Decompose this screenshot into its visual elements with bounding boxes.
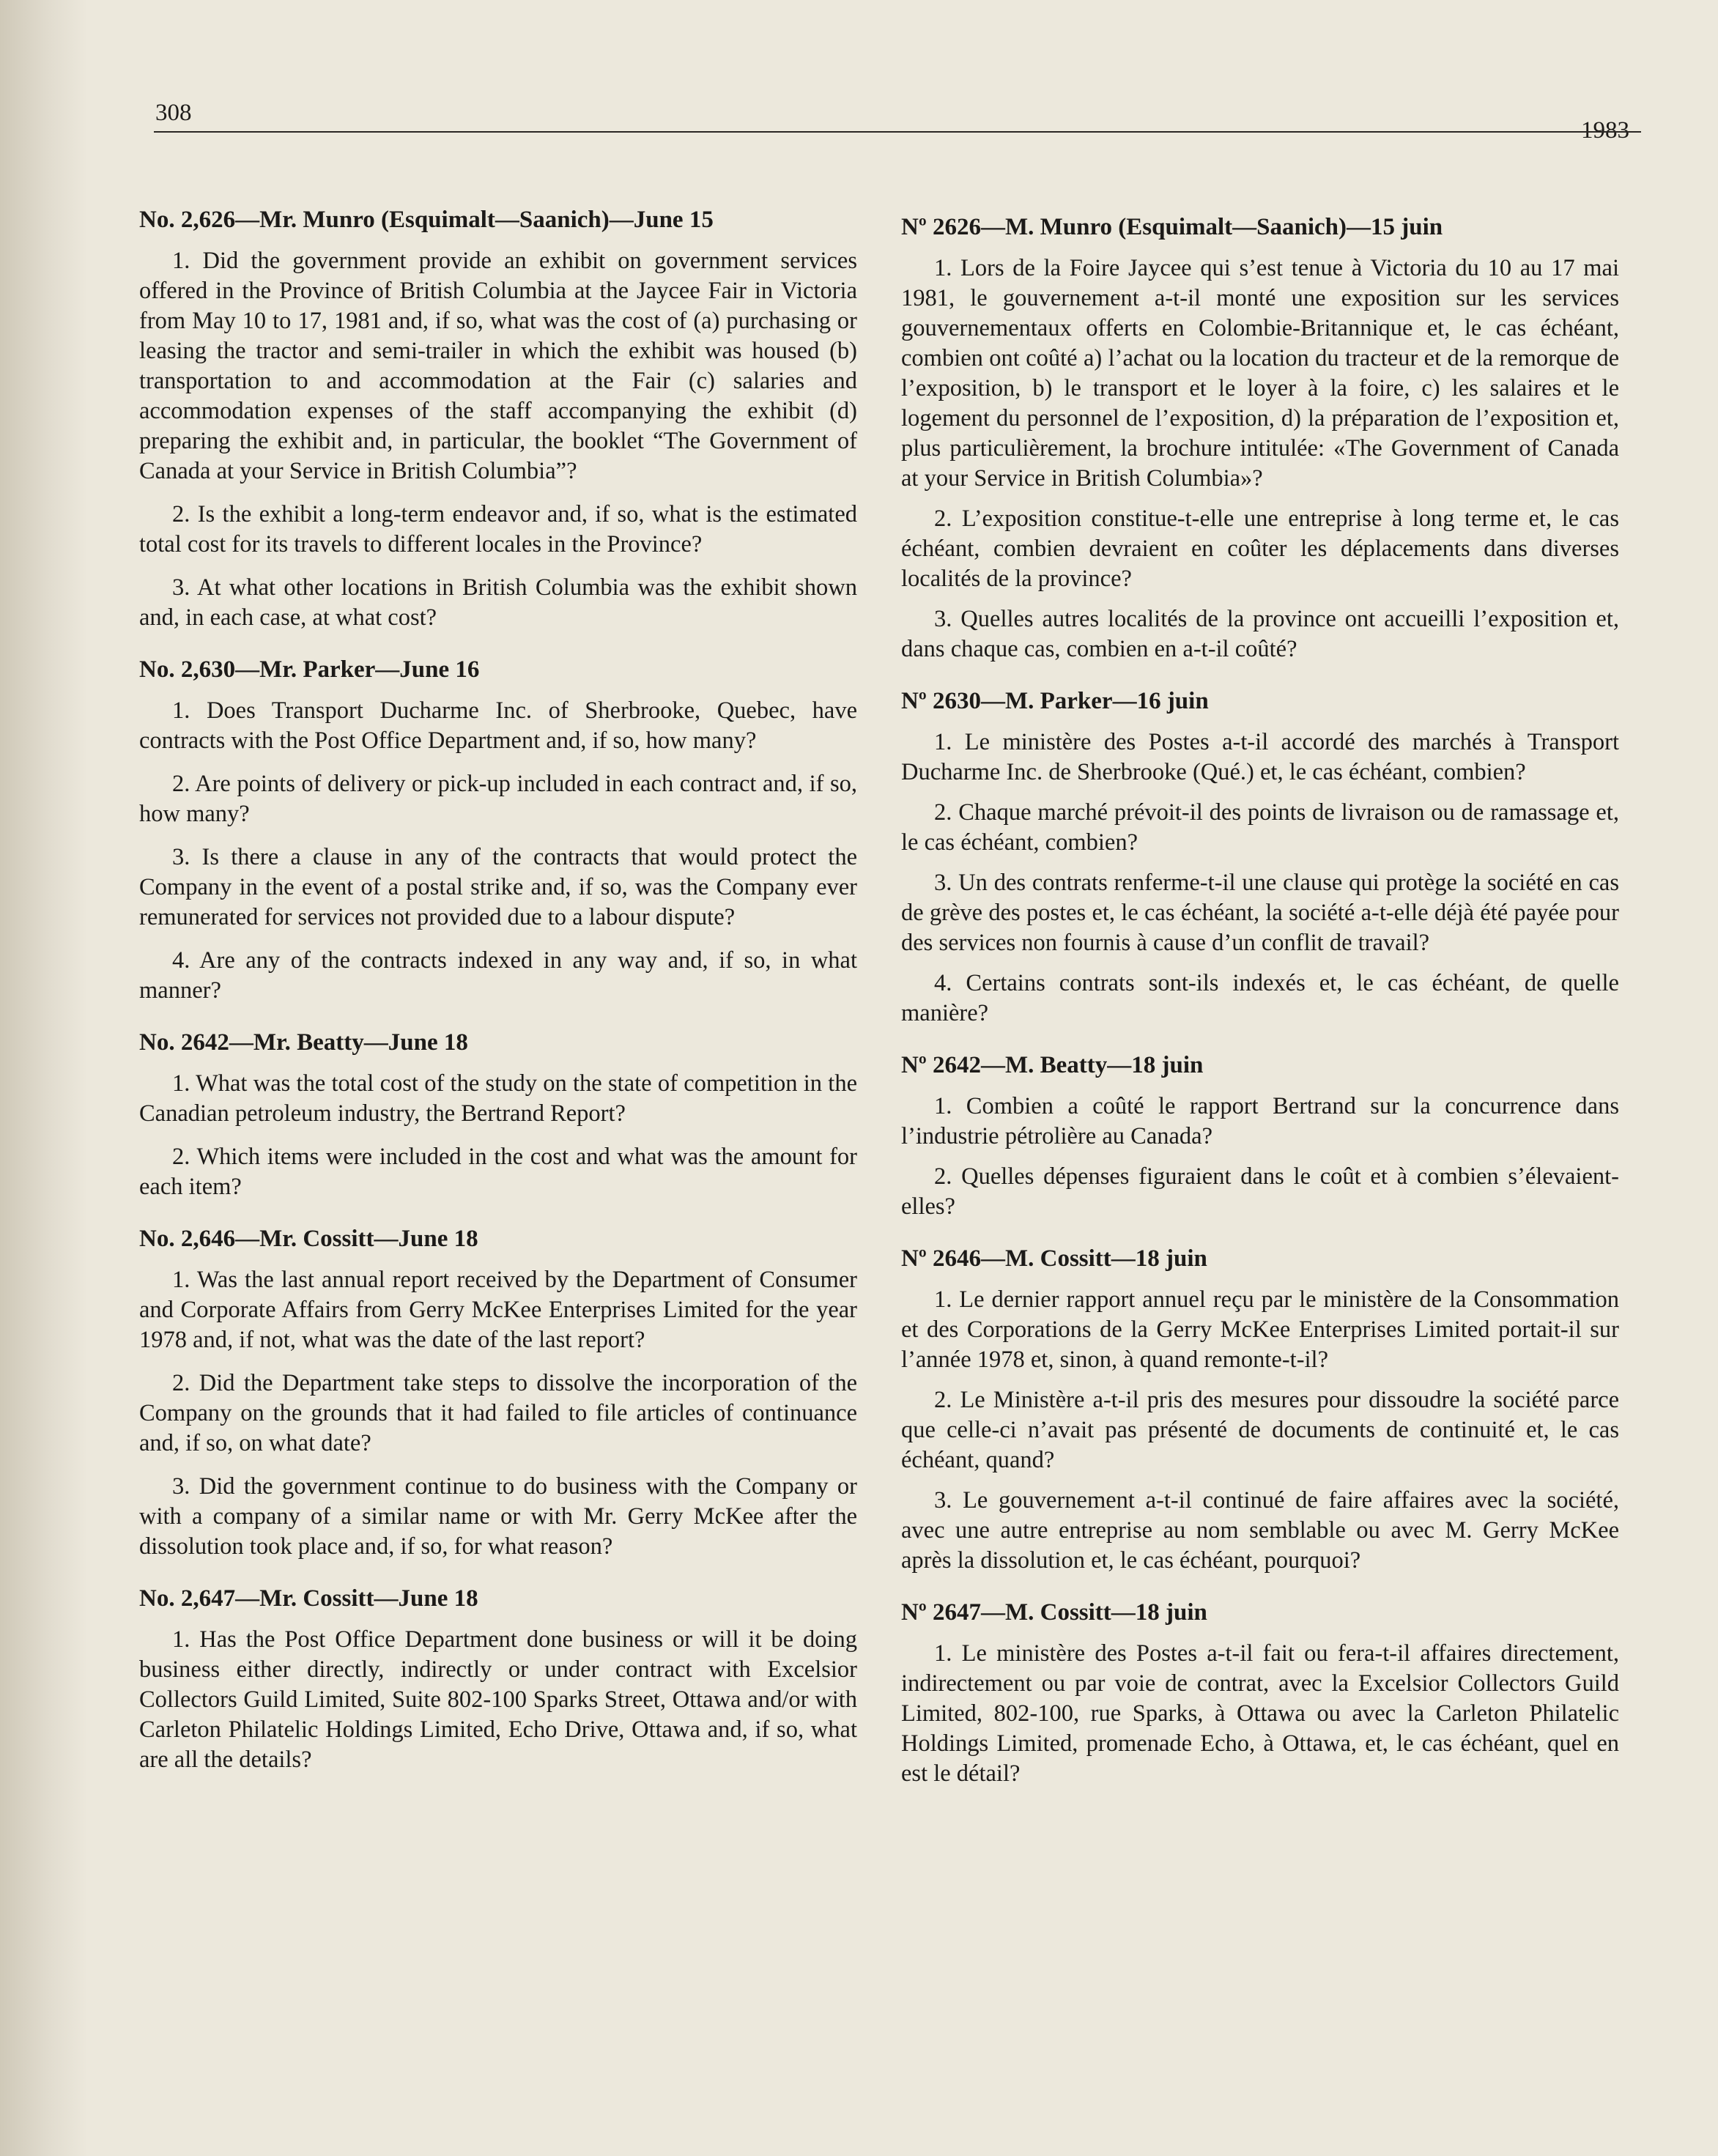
question-heading: No. 2,630—Mr. Parker—June 16 (139, 656, 480, 683)
question-paragraph: 2. Le Ministère a-t-il pris des mesures pour dissoudre la société parce que celle-ci n’avait pas présenté de documents de continuité et, le cas échéant, quand? (901, 1387, 1619, 1473)
question-paragraph: 2. Chaque marché prévoit-il des points de livraison ou de ramassage et, le cas échéant, combien? (901, 799, 1619, 856)
question-paragraph: 1. Does Transport Ducharme Inc. of Sherbrooke, Quebec, have contracts with the Post Office Department and, if so, how many? (139, 697, 857, 754)
question-paragraph: 1. Combien a coûté le rapport Bertrand sur la concurrence dans l’industrie pétrolière au Canada? (901, 1093, 1619, 1149)
question-paragraph: 2. Are points of delivery or pick-up included in each contract and, if so, how many? (139, 771, 857, 827)
question-2626-fr (901, 212, 1619, 664)
page-spine-shadow (0, 0, 88, 2156)
question-paragraph: 1. Did the government provide an exhibit on government services offered in the Province of British Columbia at the Jaycee Fair in Victoria from May 10 to 17, 1981 and, if so, what was the cost of (a) purchasing or leasing the tractor and semi-trailer in which the exhibit was housed (b) transportation to and accommodation at the Fair (c) salaries and accommodation expenses of the staff accompanying the exhibit (d) preparing the exhibit and, in particular, the booklet “The Government of Canada at your Service in British Columbia”? (139, 248, 857, 484)
question-paragraph: 4. Are any of the contracts indexed in any way and, if so, in what manner? (139, 947, 857, 1004)
question-heading: No. 2,626—Mr. Munro (Esquimalt—Saanich)—June 15 (139, 207, 714, 233)
question-paragraph: 1. What was the total cost of the study on the state of competition in the Canadian petroleum industry, the Bertrand Report? (139, 1070, 857, 1127)
page-year: 1983 (1581, 117, 1629, 144)
question-paragraph: 1. Has the Post Office Department done business or will it be doing business either directly, indirectly or under contract with Excelsior Collectors Guild Limited, Suite 802-100 Sparks Street, Ottawa and/or with Carleton Philatelic Holdings Limited, Echo Drive, Ottawa and, if so, what are all the details? (139, 1626, 857, 1773)
question-2630-fr (901, 686, 1619, 1029)
question-2647-en (139, 1584, 857, 1775)
question-paragraph: 4. Certains contrats sont-ils indexés et, le cas échéant, de quelle manière? (901, 970, 1619, 1026)
question-paragraph: 3. Did the government continue to do business with the Company or with a company of a similar name or with Mr. Gerry McKee after the dissolution took place and, if so, for what reason? (139, 1473, 857, 1560)
header-rule (154, 131, 1641, 133)
question-paragraph: 3. Is there a clause in any of the contracts that would protect the Company in the event of a postal strike and, if so, was the Company ever remunerated for services not provided due to a labour dispute? (139, 844, 857, 930)
question-2626-en (139, 205, 857, 633)
question-heading: Nº 2630—M. Parker—16 juin (901, 688, 1209, 714)
question-heading: Nº 2626—M. Munro (Esquimalt—Saanich)—15 juin (901, 214, 1443, 240)
question-paragraph: 2. Quelles dépenses figuraient dans le coût et à combien s’élevaient-elles? (901, 1163, 1619, 1220)
english-column (139, 205, 857, 1797)
question-paragraph: 1. Was the last annual report received by the Department of Consumer and Corporate Affairs from Gerry McKee Enterprises Limited for the year 1978 and, if not, what was the date of the last report? (139, 1267, 857, 1353)
question-paragraph: 2. Did the Department take steps to dissolve the incorporation of the Company on the grounds that it had failed to file articles of continuance and, if so, on what date? (139, 1370, 857, 1456)
question-paragraph: 1. Le ministère des Postes a-t-il fait ou fera-t-il affaires directement, indirectement ou par voie de contrat, avec la Excelsior Collectors Guild Limited, 802-100, rue Sparks, à Ottawa ou avec la Carleton Philatelic Holdings Limited, promenade Echo, à Ottawa, et, le cas échéant, quel en est le détail? (901, 1640, 1619, 1787)
question-2642-en (139, 1028, 857, 1202)
question-paragraph: 2. Which items were included in the cost and what was the amount for each item? (139, 1144, 857, 1200)
question-paragraph: 1. Le dernier rapport annuel reçu par le ministère de la Consommation et des Corporations de la Gerry McKee Enterprises Limited portait-il sur l’année 1978 et, sinon, à quand remonte-t-il? (901, 1286, 1619, 1373)
question-heading: No. 2,647—Mr. Cossitt—June 18 (139, 1585, 478, 1612)
page-number: 308 (155, 100, 192, 126)
question-heading: No. 2642—Mr. Beatty—June 18 (139, 1029, 468, 1056)
question-paragraph: 3. Quelles autres localités de la province ont accueilli l’exposition et, dans chaque cas, combien en a-t-il coûté? (901, 606, 1619, 662)
question-paragraph: 1. Lors de la Foire Jaycee qui s’est tenue à Victoria du 10 au 17 mai 1981, le gouvernement a-t-il monté une exposition sur les services gouvernementaux offerts en Colombie-Britannique et, le cas échéant, combien ont coûté a) l’achat ou la location du tracteur et de la remorque de l’exposition, b) le transport et le loyer à la foire, c) les salaires et le logement du personnel de l’exposition, d) la préparation de l’exposition et, plus particulièrement, la brochure intitulée: «The Government of Canada at your Service in British Columbia»? (901, 255, 1619, 492)
question-heading: No. 2,646—Mr. Cossitt—June 18 (139, 1226, 478, 1252)
question-heading: Nº 2642—M. Beatty—18 juin (901, 1052, 1204, 1078)
question-paragraph: 3. Le gouvernement a-t-il continué de faire affaires avec la société, avec une autre entreprise au nom semblable ou avec M. Gerry McKee après la dissolution et, le cas échéant, pourquoi? (901, 1487, 1619, 1574)
question-2647-fr (901, 1598, 1619, 1789)
question-heading: Nº 2646—M. Cossitt—18 juin (901, 1245, 1207, 1272)
french-column (901, 212, 1619, 1811)
question-2630-en (139, 655, 857, 1006)
question-2646-fr (901, 1244, 1619, 1576)
question-paragraph: 3. Un des contrats renferme-t-il une clause qui protège la société en cas de grève des postes et, le cas échéant, la société a-t-elle déjà été payée pour des services non fournis à cause d’un conflit de travail? (901, 870, 1619, 956)
question-2642-fr (901, 1051, 1619, 1222)
question-paragraph: 3. At what other locations in British Columbia was the exhibit shown and, in each case, at what cost? (139, 574, 857, 631)
question-paragraph: 1. Le ministère des Postes a-t-il accordé des marchés à Transport Ducharme Inc. de Sherbrooke (Qué.) et, le cas échéant, combien? (901, 729, 1619, 785)
question-paragraph: 2. L’exposition constitue-t-elle une entreprise à long terme et, le cas échéant, combien devraient en coûter les déplacements dans diverses localités de la province? (901, 505, 1619, 592)
question-paragraph: 2. Is the exhibit a long-term endeavor and, if so, what is the estimated total cost for its travels to different locales in the Province? (139, 501, 857, 557)
question-2646-en (139, 1224, 857, 1562)
question-heading: Nº 2647—M. Cossitt—18 juin (901, 1599, 1207, 1626)
